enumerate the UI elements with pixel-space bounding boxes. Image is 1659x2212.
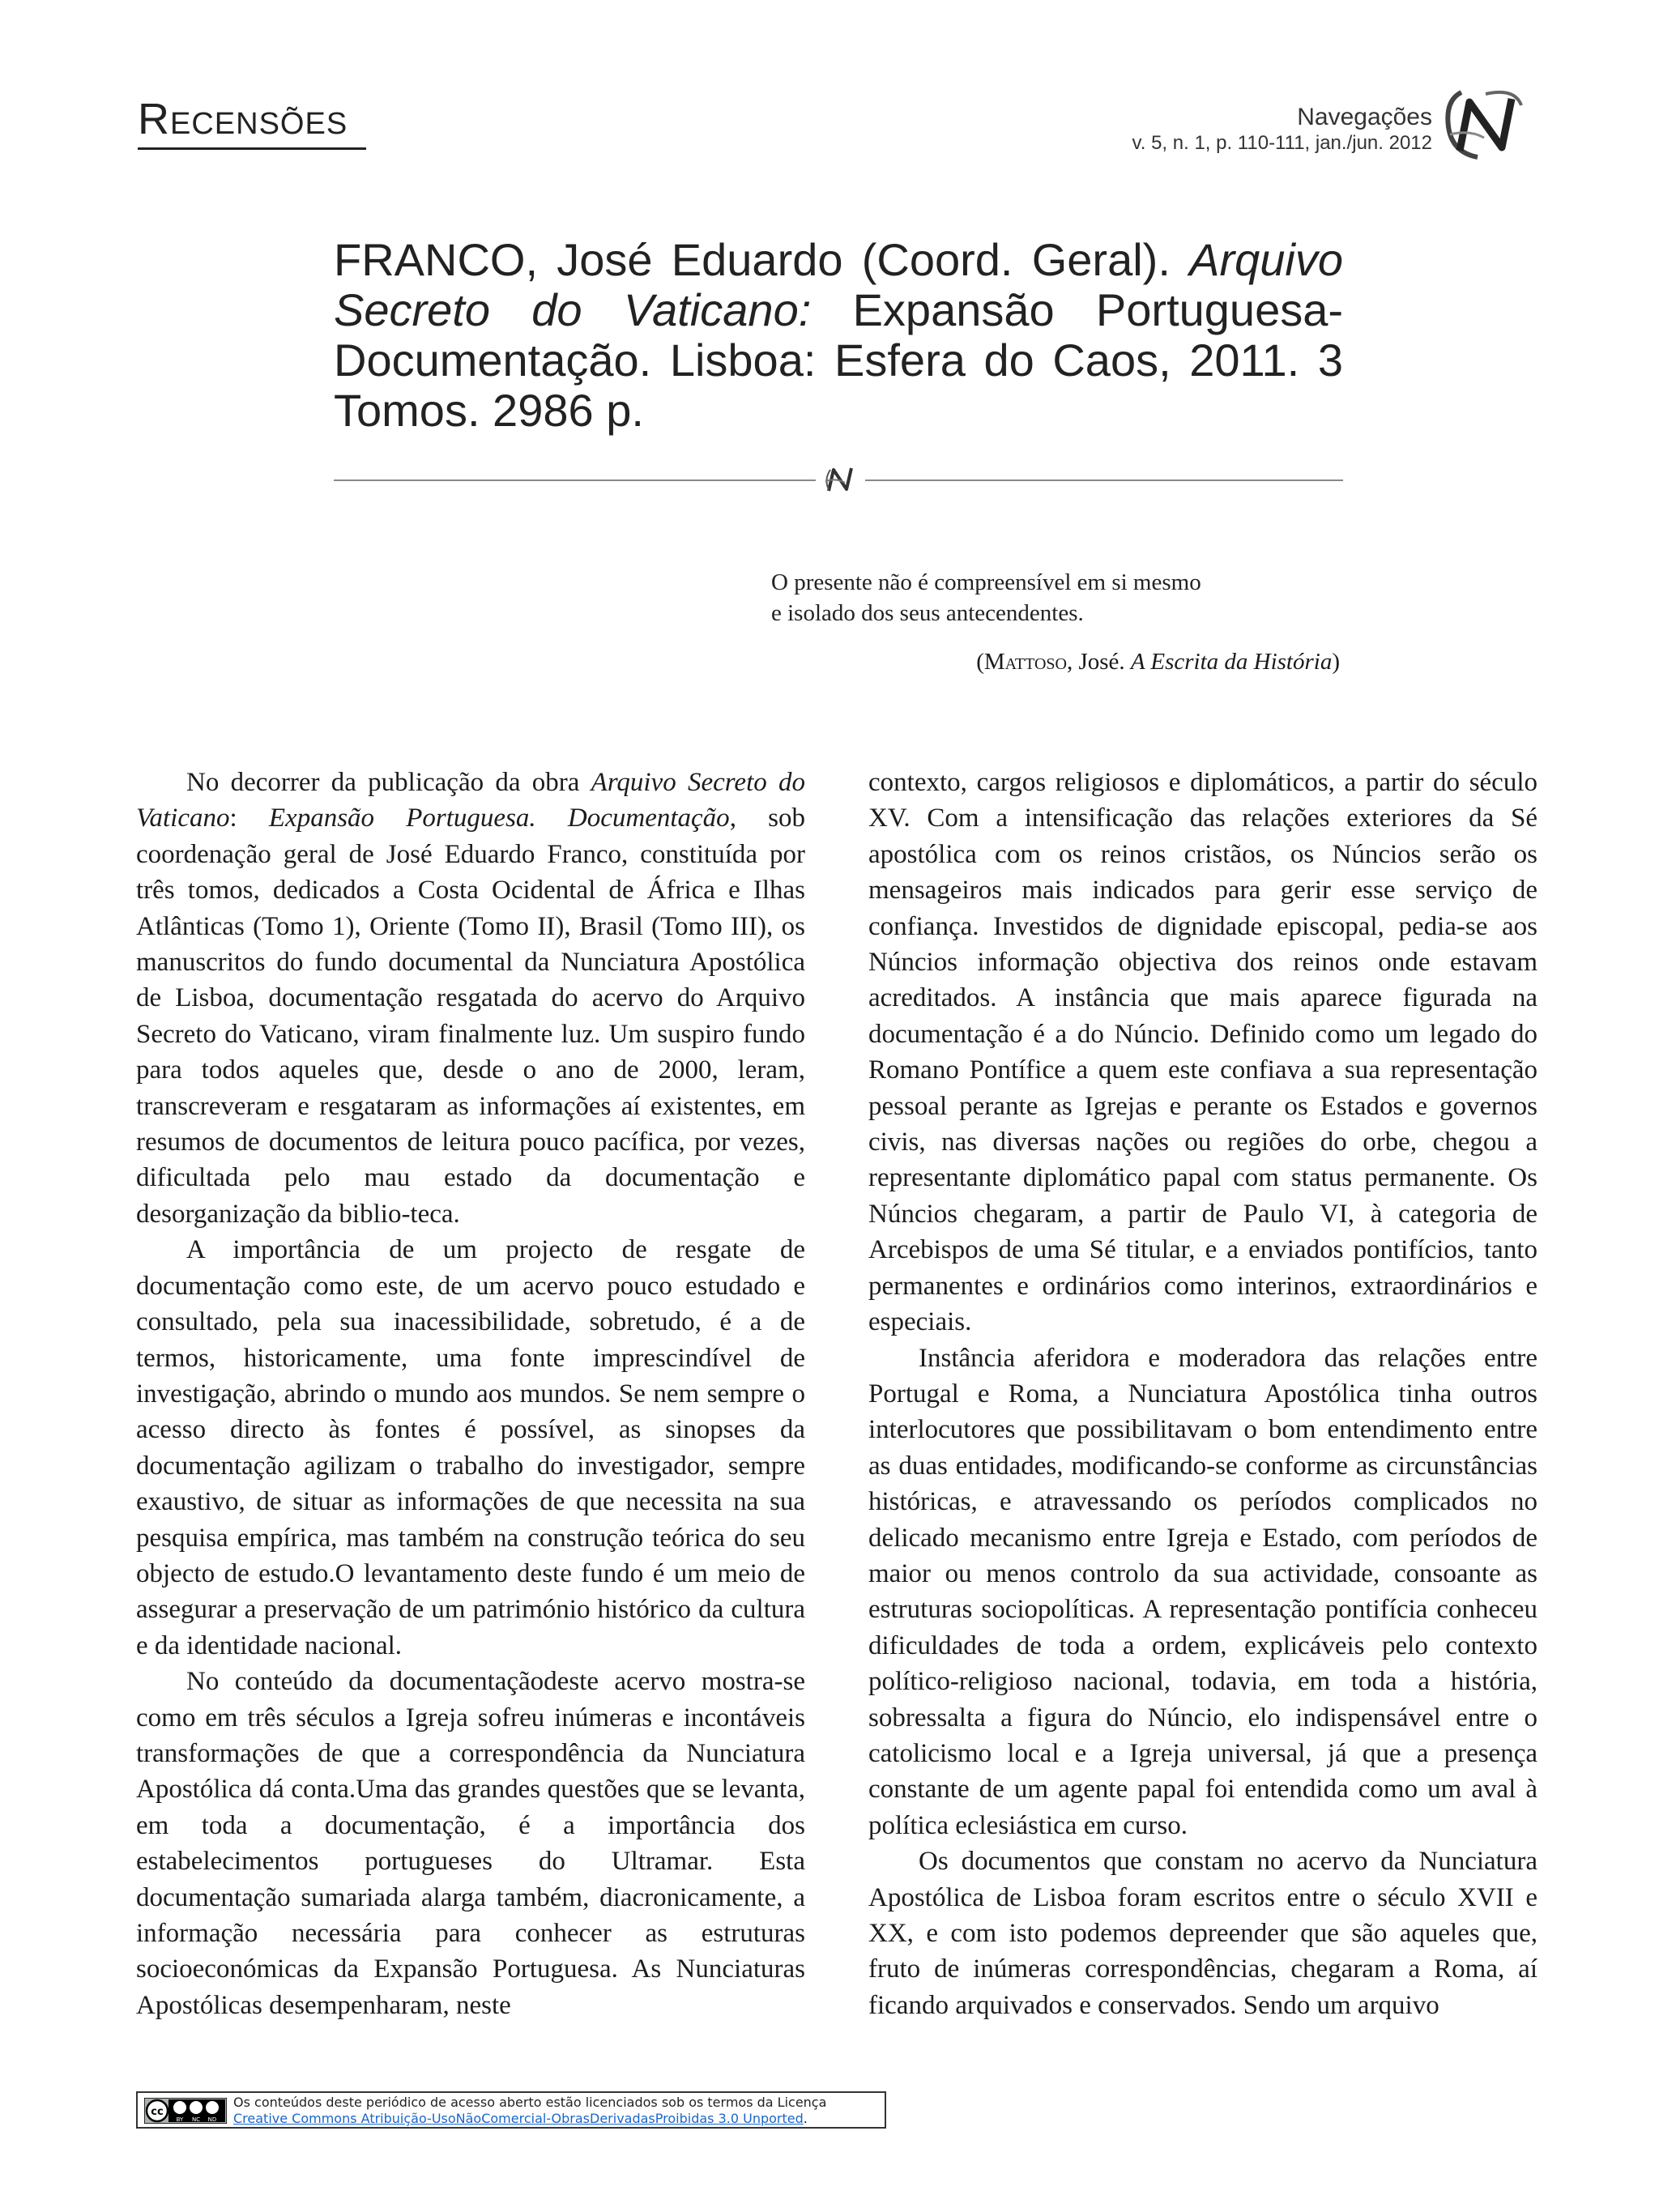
epigraph-line: O presente não é compreensível em si mesmo — [771, 569, 1201, 595]
work-title: Arquivo Secreto do Vaticano — [136, 768, 805, 833]
title-lead: FRANCO, José Eduardo (Coord. Geral). — [334, 234, 1190, 285]
paragraph: Os documentos que constam no acervo da Nunciatura Apostólica de Lisboa foram escritos entre o século XVII e XX, e com isto podemos depreender que são aqueles que, fruto de inúmeras correspondências, chegaram a Roma, aí ficando arquivados e conservados. Sendo um arquivo — [868, 1847, 1537, 2020]
license-line: Os conteúdos deste periódico de acesso aberto estão licenciados sob os termos da Licença — [233, 2095, 827, 2110]
epigraph-citation — [771, 646, 1340, 677]
creative-commons-badge-icon — [144, 2098, 227, 2124]
license-period: . — [803, 2111, 808, 2126]
paragraph: No conteúdo da documentaçãodeste acervo mostra-se como em três séculos a Igreja sofreu inúmeras e incontáveis transformações de que a correspondência da Nunciatura Apostólica dá conta.Uma das grandes questões que se levanta, em toda a documentação, é a importância dos estabelecimentos portugueses do Ultramar. Esta documentação sumariada alarga também, diacronicamente, a informação necessária para conhecer as estruturas socioeconómicas da Expansão Portuguesa. As Nunciaturas Apostólicas desempenharam, neste — [136, 1667, 805, 2020]
journal-logo-icon — [1437, 84, 1528, 165]
paragraph: A importância de um projecto de resgate de documentação como este, de um acervo pouco estudado e consultado, pela sua inacessibilidade, sobretudo, é a de termos, historicamente, uma fonte imprescindível de investigação, abrindo o mundo aos mundos. Se nem sempre o acesso directo às fontes é possível, as sinopses da documentação agilizam o trabalho do investigador, sempre exaustivo, de situar as informações de que necessita na sua pesquisa empírica, mas também na construção teórica do seu objecto de estudo.O levantamento deste fundo é um meio de assegurar a preservação de um património histórico da cultura e da identidade nacional. — [136, 1235, 805, 1660]
paragraph: Instância aferidora e moderadora das relações entre Portugal e Roma, a Nunciatura Apostólica tinha outros interlocutores que possibilitavam o bom entendimento entre as duas entidades, modificando-se conforme as circunstâncias históricas, e atravessando os períodos complicados no delicado mecanismo entre Igreja e Estado, com períodos de maior ou menos controlo da sua actividade, consoante as estruturas sociopolíticas. A representação pontifícia conheceu dificuldades de toda a ordem, explicáveis pelo contexto político-religioso nacional, todavia, em toda a história, sobressalta a figura do Núncio, elo indispensável entre o catolicismo local e a Igreja universal, já que a presença constante de um agente papal foi entendida como um aval à política eclesiástica em curso. — [868, 1343, 1537, 1840]
journal-name: Navegações — [1297, 104, 1432, 130]
license-line — [233, 2111, 826, 2127]
journal-issue: v. 5, n. 1, p. 110-111, jan./jun. 2012 — [1132, 132, 1432, 154]
text-run: , sob coordenação geral de José Eduardo Franco, constituída por três tomos, dedicados a Costa Ocidental de África e Ilhas Atlânticas (Tomo 1), Oriente (Tomo II), Brasil (Tomo III), os manuscritos do fundo documental da Nunciatura Apostólica de Lisboa, documentação resgatada do acervo do Arquivo Secreto do Vaticano, viram finalmente luz. Um suspiro fundo para todos aqueles que, desde o ano de 2000, leram, transcreveram e resgataram as informações aí existentes, em resumos de documentos de leitura pouco pacífica, por vezes, dificultada pelo mau estado da documentação e desorganização da biblio-teca. — [136, 803, 806, 1229]
paragraph: contexto, cargos religiosos e diplomáticos, a partir do século XV. Com a intensificação das relações exteriores da Sé apostólica com os reinos cristãos, os Núncios serão os mensageiros mais indicados para gerir esse serviço de confiança. Investidos de dignidade episcopal, pedia-se aos Núncios informação objectiva dos reinos onde estavam acreditados. A instância que mais aparece figurada na documentação é a do Núncio. Definido como um legado do Romano Pontífice a quem este confiava a sua representação pessoal perante as Igrejas e perante os Estados e governos civis, nas diversas nações ou regiões do orbe, chegou a representante diplomático papal com status permanente. Os Núncios chegaram, a partir de Paulo VI, à categoria de Arcebispos de uma Sé titular, e a enviados pontifícios, tanto permanentes e ordinários como interinos, extraordinários e especiais. — [868, 768, 1537, 1337]
badge-by-text: BY — [176, 2116, 184, 2123]
license-text — [233, 2095, 826, 2127]
badge-nc-text: NC — [191, 2116, 201, 2123]
cite-firstname: , José. — [1066, 649, 1131, 675]
section-title-underline — [138, 147, 366, 150]
cite-work: A Escrita da História — [1130, 649, 1333, 675]
badge-cc-text: cc — [151, 2106, 164, 2118]
license-link[interactable]: Creative Commons Atribuição-UsoNãoComercial-ObrasDerivadasProibidas 3.0 Unported — [233, 2111, 804, 2126]
license-notice — [136, 2091, 886, 2129]
divider-logo-icon — [821, 465, 859, 496]
epigraph-line: e isolado dos seus antecendentes. — [771, 600, 1084, 626]
body-column-right — [868, 765, 1537, 2023]
title-rest: Expansão Portuguesa-Documentação. Lisboa: Esfera do Caos, 2011. 3 Tomos. 2986 p. — [334, 284, 1344, 436]
cite-paren: ( — [976, 649, 984, 675]
paragraph — [136, 765, 805, 1232]
text-run: : — [229, 803, 269, 833]
cite-paren: ) — [1332, 649, 1340, 675]
book-reference-title — [334, 235, 1343, 436]
badge-nd-text: ND — [207, 2116, 217, 2123]
journal-info — [1132, 104, 1432, 156]
epigraph — [771, 567, 1338, 629]
divider-line — [334, 479, 816, 481]
section-title: Recensões — [138, 95, 348, 143]
text-run: No decorrer da publicação da obra — [186, 768, 591, 797]
divider-line — [865, 479, 1343, 481]
title-italic: Arquivo Secreto do Vaticano: — [334, 234, 1343, 335]
cite-author: Mattoso — [983, 649, 1067, 675]
body-column-left — [136, 765, 805, 2023]
work-subtitle: Expansão Portuguesa. Documentação — [268, 803, 730, 833]
